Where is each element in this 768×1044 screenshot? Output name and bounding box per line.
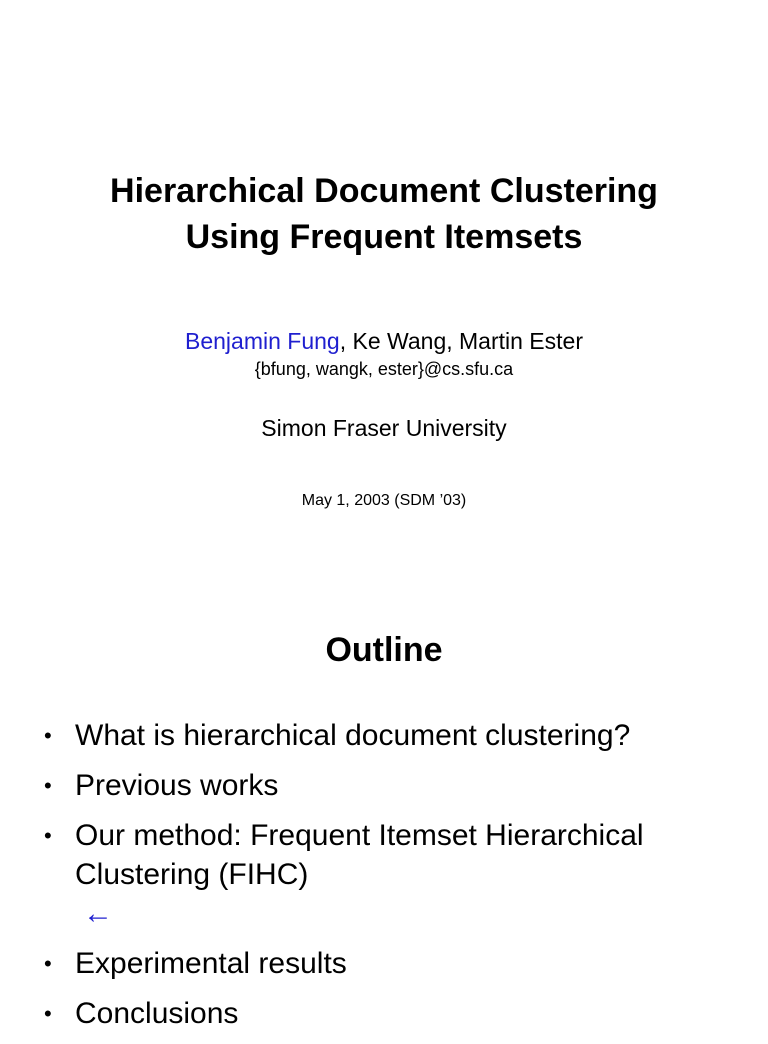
list-item-line: Conclusions <box>75 997 239 1030</box>
list-item-text <box>75 766 744 805</box>
outline-title: Outline <box>325 631 443 669</box>
list-item <box>44 766 744 805</box>
author-emails: {bfung, wangk, ester}@cs.sfu.ca <box>254 359 514 379</box>
affiliation: Simon Fraser University <box>261 415 507 441</box>
list-item <box>44 944 744 983</box>
list-item-line: Clustering (FIHC) <box>75 858 309 891</box>
list-item-line-2 <box>75 855 744 933</box>
list-item-line: Previous works <box>75 769 279 802</box>
bullet-icon: • <box>44 823 52 848</box>
bullet-icon: • <box>44 1001 52 1026</box>
presentation-title <box>0 168 768 260</box>
bullet-icon: • <box>44 723 52 748</box>
title-line-1: Hierarchical Document Clustering <box>110 172 658 210</box>
bullet-icon: • <box>44 951 52 976</box>
list-item <box>44 994 744 1033</box>
bullet-icon: • <box>44 773 52 798</box>
list-item <box>44 716 744 755</box>
left-arrow-icon: ← <box>83 897 113 930</box>
list-item-line: Our method: Frequent Itemset Hierarchical <box>75 819 644 852</box>
title-line-2: Using Frequent Itemsets <box>185 218 583 256</box>
author-link-benjamin-fung[interactable]: Benjamin Fung <box>185 328 340 354</box>
co-authors: , Ke Wang, Martin Ester <box>339 328 583 354</box>
list-item-text <box>75 816 744 933</box>
outline-list <box>44 716 744 1044</box>
list-item-text <box>75 994 744 1033</box>
list-item-line: What is hierarchical document clustering? <box>75 719 631 752</box>
list-item-line: Experimental results <box>75 947 347 980</box>
list-item-text <box>75 944 744 983</box>
list-item-text <box>75 716 744 755</box>
outline-slide <box>0 560 768 1030</box>
list-item-current <box>44 816 744 933</box>
presentation-date: May 1, 2003 (SDM ’03) <box>301 492 467 509</box>
author-list <box>0 326 768 356</box>
